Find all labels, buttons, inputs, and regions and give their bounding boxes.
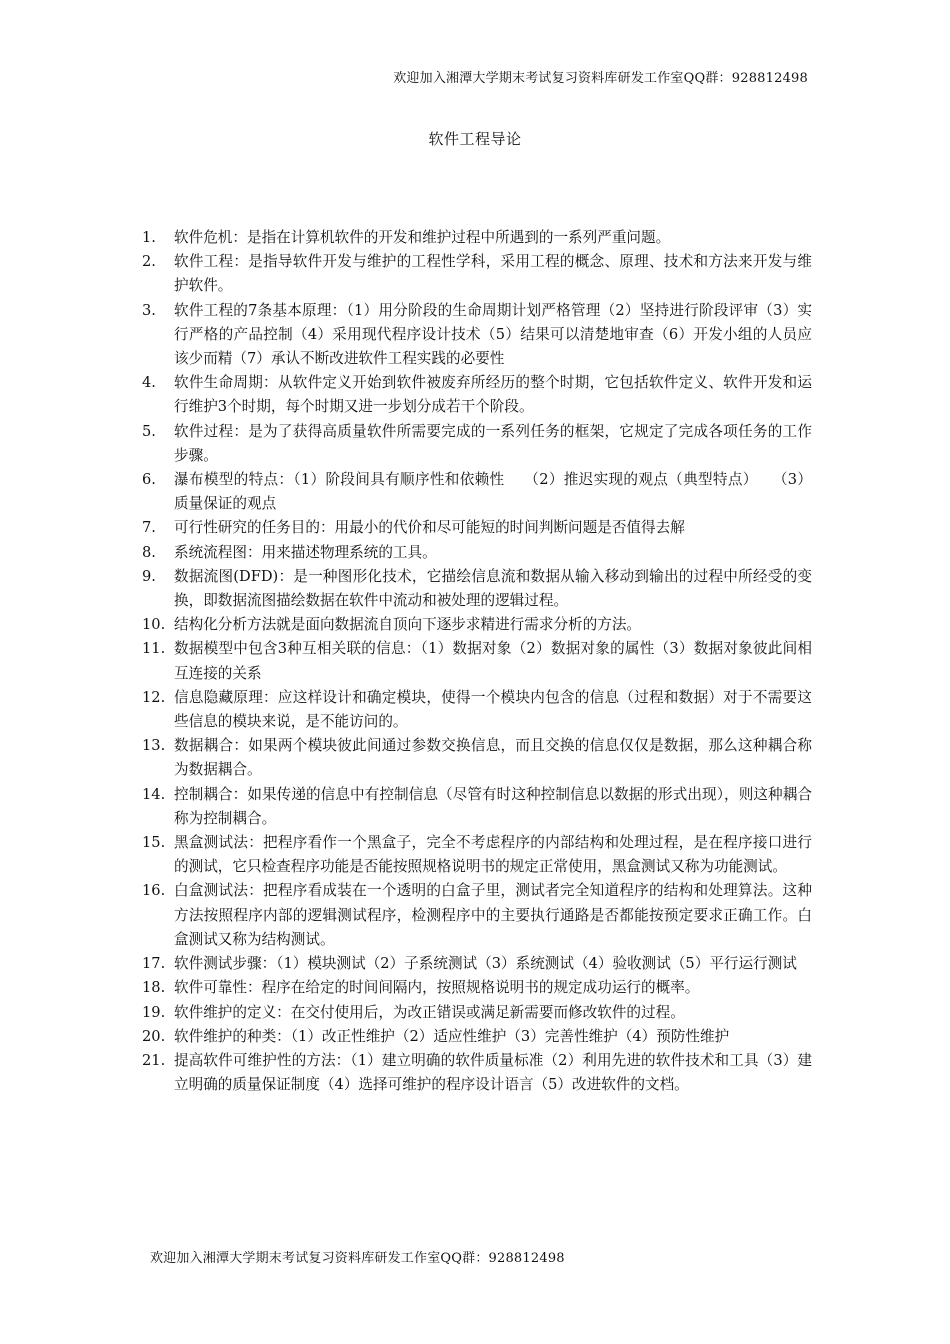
item-number: 7.	[142, 519, 156, 537]
list-item	[142, 613, 812, 637]
item-text: 软件维护的种类：（1）改正性维护（2）适应性维护（3）完善性维护（4）预防性维护	[174, 1027, 730, 1045]
list-item	[142, 686, 812, 734]
list-item	[142, 831, 812, 879]
item-number: 13.	[142, 737, 166, 755]
item-number: 3.	[142, 301, 156, 319]
definitions-list	[142, 226, 812, 1097]
item-text: 结构化分析方法就是面向数据流自顶向下逐步求精进行需求分析的方法。	[174, 616, 642, 634]
item-text: 软件维护的定义：在交付使用后，为改正错误或满足新需要而修改软件的过程。	[174, 1003, 685, 1021]
item-text: 软件工程：是指导软件开发与维护的工程性学科，采用工程的概念、原理、技术和方法来开发与维护软件。	[174, 253, 812, 295]
list-item	[142, 468, 812, 516]
item-text: 数据模型中包含3种互相关联的信息：（1）数据对象（2）数据对象的属性（3）数据对象彼此间相互连接的关系	[174, 640, 812, 682]
list-item	[142, 250, 812, 298]
item-number: 10.	[142, 616, 166, 634]
list-item	[142, 541, 812, 565]
item-number: 9.	[142, 567, 156, 585]
list-item	[142, 226, 812, 250]
item-number: 14.	[142, 785, 166, 803]
item-text: 系统流程图：用来描述物理系统的工具。	[174, 543, 437, 561]
item-text: 软件测试步骤：（1）模块测试（2）子系统测试（3）系统测试（4）验收测试（5）平行运行测试	[174, 955, 797, 973]
item-text: 软件工程的7条基本原理：（1）用分阶段的生命周期计划严格管理（2）坚持进行阶段评审（3）实行严格的产品控制（4）采用现代程序设计技术（5）结果可以清楚地审查（6）开发小组的人员应该少而精（7）承认不断改进软件工程实践的必要性	[174, 301, 812, 368]
list-item	[142, 1025, 812, 1049]
item-number: 6.	[142, 471, 156, 489]
list-item	[142, 976, 812, 1000]
item-number: 18.	[142, 979, 166, 997]
item-text: 数据耦合：如果两个模块彼此间通过参数交换信息，而且交换的信息仅仅是数据，那么这种耦合称为数据耦合。	[174, 737, 812, 779]
page-footer: 欢迎加入湘潭大学期末考试复习资料库研发工作室QQ群：928812498	[150, 1251, 565, 1266]
item-text: 信息隐藏原理：应这样设计和确定模块，使得一个模块内包含的信息（过程和数据）对于不需要这些信息的模块来说，是不能访问的。	[174, 688, 812, 731]
item-number: 11.	[142, 640, 166, 658]
item-number: 15.	[142, 834, 166, 852]
item-number: 20.	[142, 1027, 166, 1045]
item-text: 软件生命周期：从软件定义开始到软件被废弃所经历的整个时期，它包括软件定义、软件开发和运行维护3个时期，每个时期又进一步划分成若干个阶段。	[174, 374, 812, 416]
list-item	[142, 420, 812, 468]
item-text: 数据流图(DFD)：是一种图形化技术，它描绘信息流和数据从输入移动到输出的过程中所经受的变换，即数据流图描绘数据在软件中流动和被处理的逻辑过程。	[174, 567, 812, 610]
item-text: 控制耦合：如果传递的信息中有控制信息（尽管有时这种控制信息以数据的形式出现），则这种耦合称为控制耦合。	[174, 785, 812, 827]
item-number: 2.	[142, 253, 156, 271]
list-item	[142, 952, 812, 976]
item-text: 可行性研究的任务目的：用最小的代价和尽可能短的时间判断问题是否值得去解	[174, 519, 685, 537]
list-item	[142, 637, 812, 685]
item-text: 软件过程：是为了获得高质量软件所需要完成的一系列任务的框架，它规定了完成各项任务的工作步骤。	[174, 422, 812, 464]
list-item	[142, 565, 812, 613]
item-number: 12.	[142, 688, 166, 706]
list-item	[142, 516, 812, 540]
item-number: 5.	[142, 422, 156, 440]
list-item	[142, 783, 812, 831]
item-text: 软件可靠性：程序在给定的时间间隔内，按照规格说明书的规定成功运行的概率。	[174, 979, 700, 997]
list-item	[142, 299, 812, 372]
item-number: 19.	[142, 1003, 166, 1021]
item-text: 瀑布模型的特点：（1）阶段间具有顺序性和依赖性 （2）推迟实现的观点（典型特点） （3）质量保证的观点	[174, 471, 812, 513]
item-number: 21.	[142, 1051, 166, 1069]
page-header: 欢迎加入湘潭大学期末考试复习资料库研发工作室QQ群：928812498	[393, 71, 808, 86]
item-text: 提高软件可维护性的方法：（1）建立明确的软件质量标准（2）利用先进的软件技术和工具（3）建立明确的质量保证制度（4）选择可维护的程序设计语言（5）改进软件的文档。	[174, 1051, 812, 1094]
document-title: 软件工程导论	[428, 130, 522, 148]
item-number: 1.	[142, 229, 156, 246]
item-number: 4.	[142, 374, 156, 392]
item-number: 16.	[142, 882, 166, 900]
item-number: 17.	[142, 955, 166, 973]
list-item	[142, 879, 812, 952]
list-item	[142, 734, 812, 782]
list-item	[142, 1001, 812, 1025]
item-number: 8.	[142, 543, 156, 561]
item-text: 黑盒测试法：把程序看作一个黑盒子，完全不考虑程序的内部结构和处理过程，是在程序接口进行的测试，它只检查程序功能是否能按照规格说明书的规定正常使用，黑盒测试又称为功能测试。	[174, 834, 812, 876]
list-item	[142, 371, 812, 419]
item-text: 白盒测试法：把程序看成装在一个透明的白盒子里，测试者完全知道程序的结构和处理算法。这种方法按照程序内部的逻辑测试程序，检测程序中的主要执行通路是否都能按预定要求正确工作。白盒测试又称为结构测试。	[174, 882, 812, 948]
item-text: 软件危机：是指在计算机软件的开发和维护过程中所遇到的一系列严重问题。	[174, 229, 671, 246]
list-item	[142, 1049, 812, 1097]
